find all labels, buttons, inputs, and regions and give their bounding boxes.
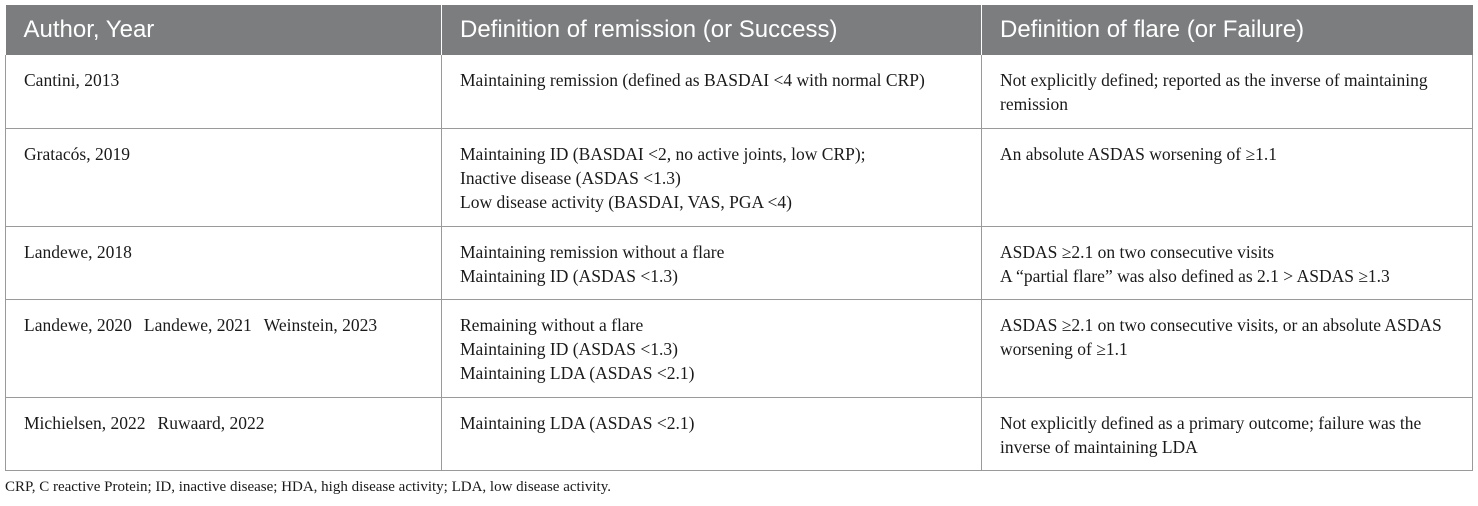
- remission-line: Low disease activity (BASDAI, VAS, PGA <4): [460, 191, 792, 212]
- author-entry: Landewe, 2020: [24, 314, 132, 335]
- cell-flare: [982, 397, 1473, 470]
- definitions-table: [5, 5, 1473, 471]
- remission-line: Maintaining LDA (ASDAS <2.1): [460, 412, 695, 433]
- table-row: [6, 128, 1473, 226]
- cell-remission: [442, 397, 982, 470]
- remission-line: Maintaining ID (ASDAS <1.3): [460, 338, 678, 359]
- table-footnote: CRP, C reactive Protein; ID, inactive disease; HDA, high disease activity; LDA, low disease activity.: [5, 479, 611, 495]
- cell-authors: [6, 55, 442, 128]
- definitions-table-container: [5, 5, 1472, 471]
- author-entry: Weinstein, 2023: [263, 314, 378, 335]
- author-entry: Landewe, 2021: [143, 314, 252, 335]
- flare-line: A “partial flare” was also defined as 2.1 > ASDAS ≥1.3: [1000, 265, 1390, 286]
- cell-authors: [6, 128, 442, 226]
- remission-line: Maintaining ID (BASDAI <2, no active joints, low CRP);: [460, 143, 866, 164]
- remission-line: Remaining without a flare: [460, 314, 644, 335]
- cell-remission: [442, 299, 982, 397]
- author-entry: Gratacós, 2019: [24, 143, 130, 164]
- remission-line: Inactive disease (ASDAS <1.3): [460, 167, 681, 188]
- remission-line: Maintaining ID (ASDAS <1.3): [460, 265, 678, 286]
- table-header: [6, 5, 1473, 55]
- cell-remission: [442, 55, 982, 128]
- cell-flare: [982, 299, 1473, 397]
- cell-authors: [6, 397, 442, 470]
- cell-flare: [982, 226, 1473, 299]
- table-body: [6, 55, 1473, 470]
- header-row: [6, 5, 1473, 55]
- table-row: [6, 226, 1473, 299]
- cell-remission: [442, 128, 982, 226]
- author-entry: Ruwaard, 2022: [157, 412, 265, 433]
- cell-flare: [982, 55, 1473, 128]
- flare-line: Not explicitly defined; reported as the inverse of maintaining remission: [1000, 70, 1428, 114]
- flare-line: ASDAS ≥2.1 on two consecutive visits: [1000, 241, 1275, 262]
- flare-line: Not explicitly defined as a primary outcome; failure was the inverse of maintaining LDA: [1000, 412, 1422, 457]
- author-entry: Landewe, 2018: [24, 241, 132, 262]
- remission-line: Maintaining remission (defined as BASDAI <4 with normal CRP): [460, 70, 925, 90]
- flare-line: An absolute ASDAS worsening of ≥1.1: [1000, 143, 1277, 164]
- cell-remission: [442, 226, 982, 299]
- author-entry: Michielsen, 2022: [24, 412, 146, 433]
- header-author-year: Author, Year: [6, 5, 442, 55]
- cell-authors: [6, 226, 442, 299]
- flare-line: ASDAS ≥2.1 on two consecutive visits, or an absolute ASDAS worsening of ≥1.1: [1000, 314, 1442, 359]
- cell-flare: [982, 128, 1473, 226]
- author-entry: Cantini, 2013: [24, 70, 120, 90]
- remission-line: Maintaining remission without a flare: [460, 241, 725, 262]
- remission-line: Maintaining LDA (ASDAS <2.1): [460, 362, 695, 383]
- header-flare-definition: Definition of flare (or Failure): [982, 5, 1473, 55]
- header-remission-definition: Definition of remission (or Success): [442, 5, 982, 55]
- table-row: [6, 55, 1473, 128]
- table-row: [6, 299, 1473, 397]
- table-row: [6, 397, 1473, 470]
- cell-authors: [6, 299, 442, 397]
